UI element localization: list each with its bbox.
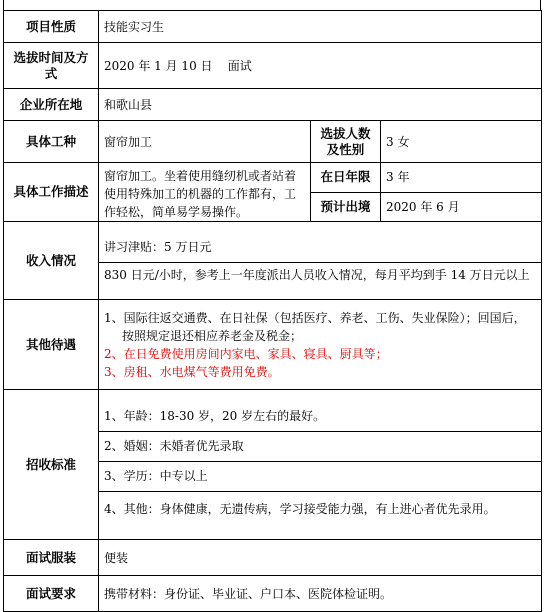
criteria-item: 4、其他：身体健康，无遗传病，学习接受能力强，有上进心者优先录用。 <box>99 491 541 528</box>
criteria-item: 1、年龄：18-30 岁，20 岁左右的最好。 <box>104 408 326 423</box>
benefits-label: 其他待遇 <box>4 300 99 390</box>
departure-label: 预计出境 <box>311 192 381 222</box>
row-criteria <box>4 390 542 540</box>
income-wage: 830 日元/小时，参考上一年度派出人员收入情况，每月平均到手 14 万日元以上 <box>99 262 541 288</box>
attire-label: 面试服装 <box>4 540 99 576</box>
benefits-cell <box>99 300 542 390</box>
benefit-item-2: 2、在日免费使用房间内家电、家具、寝具、厨具等； <box>104 346 388 361</box>
row-project-nature <box>4 11 542 43</box>
requirements-label: 面试要求 <box>4 576 99 612</box>
row-attire <box>4 540 542 576</box>
criteria-item: 3、学历：中专以上 <box>99 461 541 491</box>
income-allowance: 讲习津贴：5 万日元 <box>104 240 212 254</box>
benefit-item-3: 3、房租、水电煤气等费用免费。 <box>104 364 280 379</box>
job-type-label: 具体工种 <box>4 121 99 163</box>
selection-value: 2020 年 1 月 10 日 面试 <box>99 43 542 89</box>
row-requirements <box>4 576 542 612</box>
income-cell <box>99 222 542 300</box>
criteria-item: 2、婚姻：未婚者优先录取 <box>99 431 541 461</box>
criteria-cell <box>99 390 542 540</box>
job-desc-label: 具体工作描述 <box>4 163 99 222</box>
years-in-japan-label: 在日年限 <box>311 163 381 193</box>
departure-value: 2020 年 6 月 <box>381 192 542 222</box>
location-value: 和歌山县 <box>99 89 542 121</box>
requirements-value: 携带材料：身份证、毕业证、户口本、医院体检证明。 <box>99 576 542 612</box>
years-in-japan-value: 3 年 <box>381 163 542 193</box>
row-benefits <box>4 300 542 390</box>
benefit-item-1: 1、国际往返交通费、在日社保（包括医疗、养老、工伤、失业保险）；回国后， <box>104 310 526 325</box>
selection-count-value: 3 女 <box>381 121 542 163</box>
job-desc-value: 窗帘加工。坐着使用缝纫机或者站着使用特殊加工的机器的工作都有，工作轻松，简单易学易操作。 <box>99 163 311 222</box>
project-nature-label: 项目性质 <box>4 11 99 43</box>
attire-value: 便装 <box>99 540 542 576</box>
row-job-desc-a <box>4 163 542 193</box>
table-top-edge <box>3 0 541 10</box>
income-label: 收入情况 <box>4 222 99 300</box>
selection-label: 选拔时间及方式 <box>4 43 99 89</box>
project-nature-value: 技能实习生 <box>99 11 542 43</box>
benefit-item-1-cont: 按照规定退还相应养老金及税金； <box>122 328 303 343</box>
row-income <box>4 222 542 300</box>
criteria-label: 招收标准 <box>4 390 99 540</box>
recruitment-info-table <box>3 10 542 612</box>
selection-count-label: 选拔人数及性别 <box>311 121 381 163</box>
row-selection <box>4 43 542 89</box>
row-location <box>4 89 542 121</box>
job-type-value: 窗帘加工 <box>99 121 311 163</box>
row-job-type <box>4 121 542 163</box>
location-label: 企业所在地 <box>4 89 99 121</box>
